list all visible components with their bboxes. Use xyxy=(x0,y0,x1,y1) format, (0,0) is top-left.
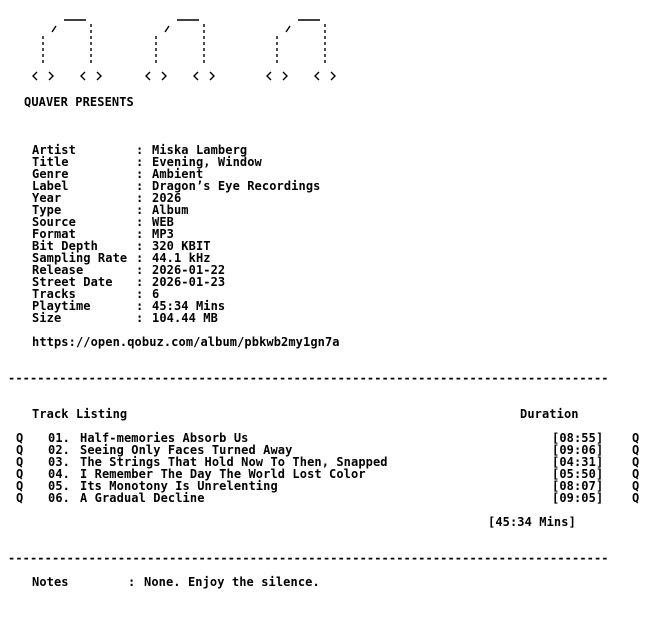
info-separator: : xyxy=(136,263,144,277)
info-separator: : xyxy=(136,239,144,253)
info-separator: : xyxy=(136,203,144,217)
info-separator: : xyxy=(136,251,144,265)
info-value: Ambient xyxy=(152,167,204,181)
track-number: 06. xyxy=(48,491,70,505)
track-marker-right: Q xyxy=(632,467,640,481)
info-key: Type xyxy=(32,203,62,217)
info-separator: : xyxy=(136,299,144,313)
track-listing-heading: Track Listing xyxy=(32,407,128,421)
notes-key: Notes xyxy=(32,575,69,589)
track-duration: [05:50] xyxy=(552,467,604,481)
info-key: Sampling Rate xyxy=(32,251,128,265)
track-marker-left: Q xyxy=(16,431,24,445)
track-marker-right: Q xyxy=(632,431,640,445)
info-separator: : xyxy=(136,287,144,301)
track-number: 02. xyxy=(48,443,70,457)
info-key: Release xyxy=(32,263,84,277)
notes-separator: : xyxy=(128,575,136,589)
info-value: 2026 xyxy=(152,191,182,205)
track-duration: [04:31] xyxy=(552,455,604,469)
info-value: 45:34 Mins xyxy=(152,299,226,313)
track-title: A Gradual Decline xyxy=(80,491,205,505)
track-number: 01. xyxy=(48,431,70,445)
info-value: 320 KBIT xyxy=(152,239,211,253)
divider-top: ---------------------------------------------------------------------------------- xyxy=(8,371,609,385)
track-title: Seeing Only Faces Turned Away xyxy=(80,443,293,457)
info-value: 2026-01-23 xyxy=(152,275,226,289)
info-key: Bit Depth xyxy=(32,239,98,253)
track-marker-left: Q xyxy=(16,479,24,493)
info-key: Playtime xyxy=(32,299,91,313)
info-separator: : xyxy=(136,143,144,157)
info-key: Source xyxy=(32,215,76,229)
info-separator: : xyxy=(136,191,144,205)
info-separator: : xyxy=(136,179,144,193)
info-separator: : xyxy=(136,167,144,181)
info-value: Album xyxy=(152,203,189,217)
info-value: Evening, Window xyxy=(152,155,262,169)
track-title: I Remember The Day The World Lost Color xyxy=(80,467,366,481)
track-marker-right: Q xyxy=(632,455,640,469)
info-separator: : xyxy=(136,155,144,169)
info-separator: : xyxy=(136,275,144,289)
track-marker-right: Q xyxy=(632,479,640,493)
track-marker-right: Q xyxy=(632,491,640,505)
info-key: Size xyxy=(32,311,62,325)
track-duration: [08:07] xyxy=(552,479,604,493)
track-duration: [08:55] xyxy=(552,431,604,445)
info-key: Genre xyxy=(32,167,69,181)
track-title: Half-memories Absorb Us xyxy=(80,431,249,445)
track-number: 03. xyxy=(48,455,70,469)
track-number: 05. xyxy=(48,479,70,493)
notes-value: None. Enjoy the silence. xyxy=(144,575,320,589)
track-marker-left: Q xyxy=(16,467,24,481)
info-separator: : xyxy=(136,311,144,325)
track-duration: [09:06] xyxy=(552,443,604,457)
info-value: 2026-01-22 xyxy=(152,263,226,277)
info-separator: : xyxy=(136,227,144,241)
track-number: 04. xyxy=(48,467,70,481)
total-duration: [45:34 Mins] xyxy=(488,515,576,529)
info-key: Title xyxy=(32,155,69,169)
presenter-title: QUAVER PRESENTS xyxy=(24,95,134,109)
track-title: Its Monotony Is Unrelenting xyxy=(80,479,278,493)
track-marker-left: Q xyxy=(16,491,24,505)
info-value: 44.1 kHz xyxy=(152,251,211,265)
info-key: Artist xyxy=(32,143,76,157)
divider-bottom: ---------------------------------------------------------------------------------- xyxy=(8,551,609,565)
quaver-logo xyxy=(30,14,340,84)
info-value: Dragon’s Eye Recordings xyxy=(152,179,321,193)
track-marker-left: Q xyxy=(16,443,24,457)
info-key: Tracks xyxy=(32,287,76,301)
info-value: Miska Lamberg xyxy=(152,143,248,157)
info-value: 104.44 MB xyxy=(152,311,218,325)
info-value: 6 xyxy=(152,287,160,301)
track-title: The Strings That Hold Now To Then, Snapped xyxy=(80,455,388,469)
info-key: Street Date xyxy=(32,275,113,289)
info-value: WEB xyxy=(152,215,174,229)
track-marker-left: Q xyxy=(16,455,24,469)
track-marker-right: Q xyxy=(632,443,640,457)
info-separator: : xyxy=(136,215,144,229)
album-url[interactable]: https://open.qobuz.com/album/pbkwb2my1gn7a xyxy=(32,335,340,349)
info-key: Format xyxy=(32,227,76,241)
info-key: Label xyxy=(32,179,69,193)
info-value: MP3 xyxy=(152,227,174,241)
duration-heading: Duration xyxy=(520,407,579,421)
track-duration: [09:05] xyxy=(552,491,604,505)
info-key: Year xyxy=(32,191,62,205)
